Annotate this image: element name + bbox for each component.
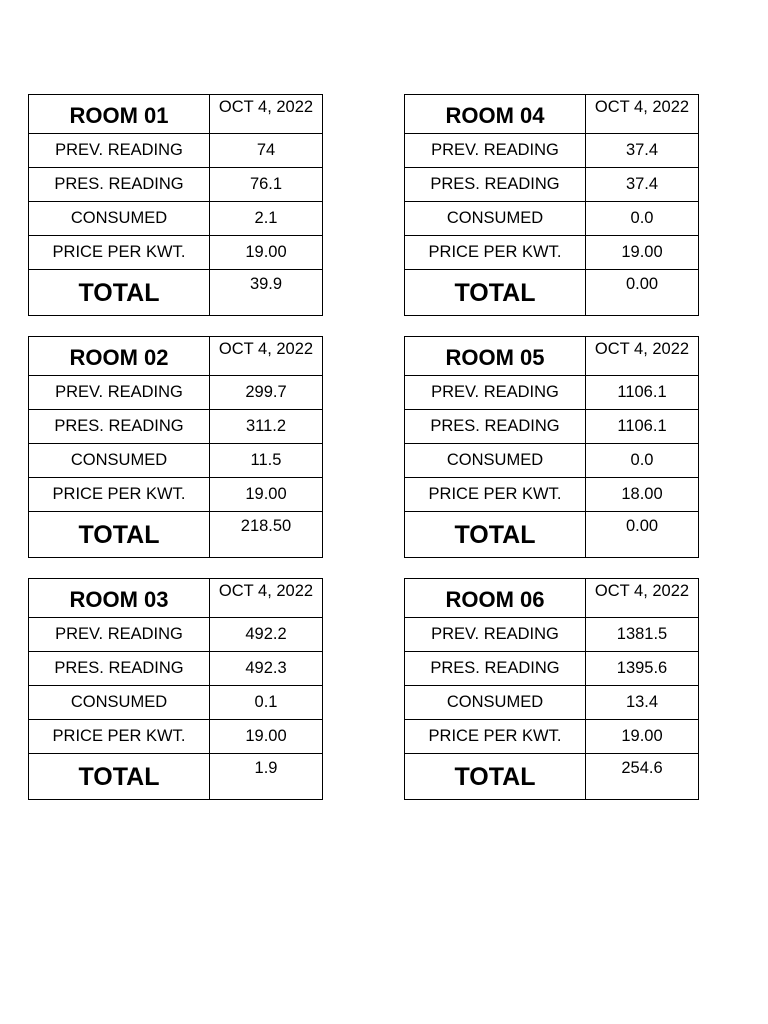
price-label: PRICE PER KWT. <box>405 236 586 270</box>
pres-reading-value: 37.4 <box>586 168 699 202</box>
price-label: PRICE PER KWT. <box>29 236 210 270</box>
total-value: 0.00 <box>586 270 699 316</box>
prev-reading-value: 299.7 <box>210 376 323 410</box>
total-value: 254.6 <box>586 754 699 800</box>
consumed-value: 11.5 <box>210 444 323 478</box>
consumed-label: CONSUMED <box>405 686 586 720</box>
total-value: 0.00 <box>586 512 699 558</box>
price-value: 19.00 <box>210 478 323 512</box>
price-label: PRICE PER KWT. <box>405 478 586 512</box>
pres-reading-label: PRES. READING <box>29 652 210 686</box>
pres-reading-value: 76.1 <box>210 168 323 202</box>
reading-date: OCT 4, 2022 <box>210 579 323 618</box>
prev-reading-value: 37.4 <box>586 134 699 168</box>
pres-reading-value: 1395.6 <box>586 652 699 686</box>
consumed-label: CONSUMED <box>29 444 210 478</box>
prev-reading-label: PREV. READING <box>405 376 586 410</box>
total-value: 218.50 <box>210 512 323 558</box>
pres-reading-label: PRES. READING <box>29 168 210 202</box>
room-card-01 <box>28 94 323 316</box>
pres-reading-label: PRES. READING <box>29 410 210 444</box>
pres-reading-value: 492.3 <box>210 652 323 686</box>
reading-date: OCT 4, 2022 <box>586 95 699 134</box>
room-bill-table <box>404 578 699 800</box>
room-bill-table <box>404 336 699 558</box>
room-card-05 <box>404 336 699 558</box>
prev-reading-value: 1381.5 <box>586 618 699 652</box>
consumed-value: 2.1 <box>210 202 323 236</box>
prev-reading-value: 492.2 <box>210 618 323 652</box>
consumed-value: 0.1 <box>210 686 323 720</box>
room-title: ROOM 04 <box>405 95 586 134</box>
consumed-label: CONSUMED <box>405 202 586 236</box>
price-label: PRICE PER KWT. <box>29 478 210 512</box>
room-bill-table <box>28 94 323 316</box>
room-card-03 <box>28 578 323 800</box>
pres-reading-label: PRES. READING <box>405 168 586 202</box>
price-value: 19.00 <box>210 236 323 270</box>
consumed-value: 0.0 <box>586 202 699 236</box>
consumed-value: 0.0 <box>586 444 699 478</box>
reading-date: OCT 4, 2022 <box>210 337 323 376</box>
reading-date: OCT 4, 2022 <box>210 95 323 134</box>
total-label: TOTAL <box>29 754 210 800</box>
total-label: TOTAL <box>405 270 586 316</box>
consumed-label: CONSUMED <box>29 686 210 720</box>
room-title: ROOM 01 <box>29 95 210 134</box>
total-value: 39.9 <box>210 270 323 316</box>
consumed-value: 13.4 <box>586 686 699 720</box>
price-value: 19.00 <box>210 720 323 754</box>
consumed-label: CONSUMED <box>29 202 210 236</box>
room-bill-table <box>28 578 323 800</box>
pres-reading-value: 311.2 <box>210 410 323 444</box>
pres-reading-label: PRES. READING <box>405 410 586 444</box>
room-title: ROOM 05 <box>405 337 586 376</box>
room-card-06 <box>404 578 699 800</box>
reading-date: OCT 4, 2022 <box>586 337 699 376</box>
prev-reading-label: PREV. READING <box>29 618 210 652</box>
total-label: TOTAL <box>29 512 210 558</box>
price-value: 19.00 <box>586 236 699 270</box>
prev-reading-label: PREV. READING <box>29 376 210 410</box>
prev-reading-label: PREV. READING <box>29 134 210 168</box>
price-label: PRICE PER KWT. <box>29 720 210 754</box>
total-value: 1.9 <box>210 754 323 800</box>
consumed-label: CONSUMED <box>405 444 586 478</box>
room-bill-table <box>404 94 699 316</box>
prev-reading-label: PREV. READING <box>405 134 586 168</box>
prev-reading-label: PREV. READING <box>405 618 586 652</box>
price-label: PRICE PER KWT. <box>405 720 586 754</box>
room-title: ROOM 06 <box>405 579 586 618</box>
reading-date: OCT 4, 2022 <box>586 579 699 618</box>
total-label: TOTAL <box>405 512 586 558</box>
prev-reading-value: 74 <box>210 134 323 168</box>
room-title: ROOM 03 <box>29 579 210 618</box>
room-card-04 <box>404 94 699 316</box>
price-value: 19.00 <box>586 720 699 754</box>
total-label: TOTAL <box>405 754 586 800</box>
total-label: TOTAL <box>29 270 210 316</box>
room-title: ROOM 02 <box>29 337 210 376</box>
room-bill-table <box>28 336 323 558</box>
prev-reading-value: 1106.1 <box>586 376 699 410</box>
room-card-02 <box>28 336 323 558</box>
pres-reading-label: PRES. READING <box>405 652 586 686</box>
price-value: 18.00 <box>586 478 699 512</box>
pres-reading-value: 1106.1 <box>586 410 699 444</box>
